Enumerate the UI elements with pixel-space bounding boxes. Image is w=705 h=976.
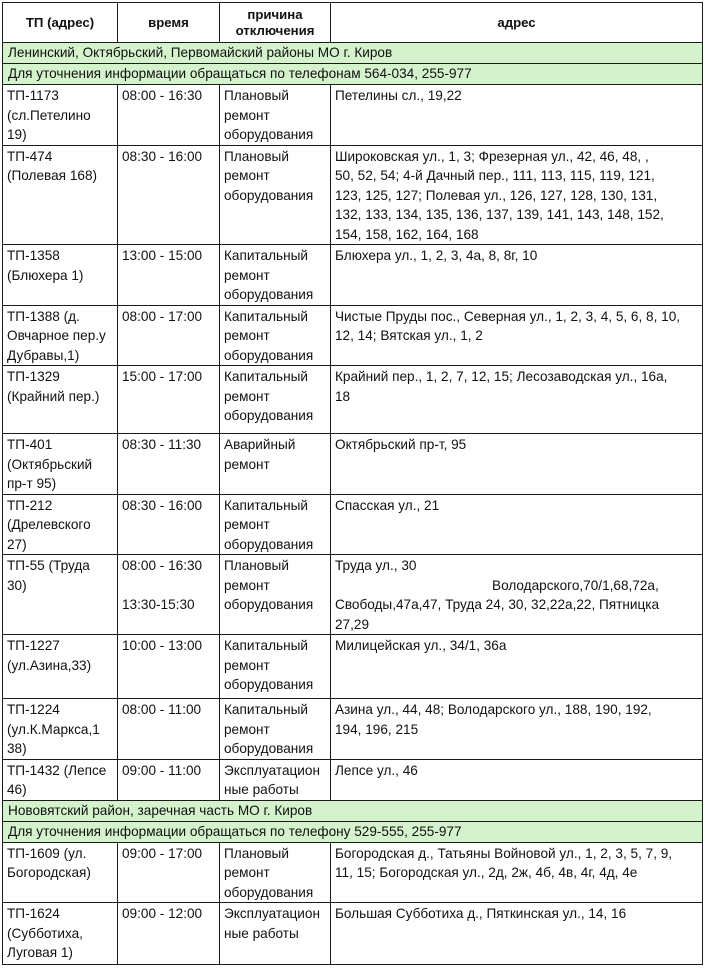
tp-cell-line: (ул.К.Маркса,1: [7, 721, 100, 737]
table-row: [3, 366, 703, 434]
tp-cell: [3, 366, 118, 434]
address-cell: [331, 903, 703, 965]
time-cell-line: 10:00 - 13:00: [122, 638, 203, 653]
reason-cell: [220, 759, 331, 800]
reason-cell-line: ные работы: [224, 782, 299, 797]
address-cell: [331, 494, 703, 555]
reason-cell-line: ремонт: [224, 267, 270, 283]
tp-cell: [3, 759, 118, 800]
tp-cell-line: ТП-1432 (Лепсе: [7, 762, 107, 778]
header-reason-line1: причина: [247, 6, 303, 22]
time-cell-line: 08:30 - 11:30: [122, 437, 202, 452]
reason-cell-line: оборудования: [224, 741, 314, 756]
time-cell-line: [122, 576, 215, 596]
tp-cell-line: Дубравы,1): [7, 347, 80, 363]
time-cell-line: 08:00 - 11:00: [122, 702, 202, 717]
section-title: Нововятский район, заречная часть МО г. Киров: [3, 800, 703, 821]
time-cell: [118, 555, 220, 635]
time-cell-line: 09:00 - 17:00: [122, 845, 203, 861]
table-row: [3, 842, 703, 903]
address-cell-line: 11, 15; Богородская ул., 2д, 2ж, 4б, 4в, 4г, 4д, 4е: [335, 865, 638, 880]
reason-cell-line: оборудования: [224, 597, 314, 612]
tp-cell-line: ТП-1609 (ул.: [7, 845, 87, 861]
address-cell: [331, 145, 703, 245]
tp-cell-line: пр-т 95): [7, 476, 57, 491]
reason-cell-line: Плановый: [224, 845, 289, 861]
tp-cell-line: (Блюхера 1): [7, 267, 84, 283]
address-cell: [331, 555, 703, 635]
tp-cell: [3, 555, 118, 635]
reason-cell: [220, 434, 331, 495]
reason-cell-line: оборудования: [224, 884, 314, 900]
time-cell-line: 08:00 - 16:30: [122, 88, 203, 103]
time-cell: [118, 145, 220, 245]
reason-cell-line: ремонт: [224, 328, 270, 343]
tp-cell-line: (сл.Петелино: [7, 107, 91, 123]
time-cell: [118, 494, 220, 555]
tp-cell-line: Богородская): [7, 865, 91, 880]
tp-cell-line: ТП-212: [7, 497, 53, 513]
reason-cell-line: Капитальный: [224, 308, 308, 324]
header-reason-line2: отключения: [235, 22, 315, 38]
tp-cell-line: ТП-1624: [7, 906, 60, 921]
reason-cell: [220, 635, 331, 699]
tp-cell-line: ТП-474: [7, 148, 53, 164]
tp-cell-line: 46): [7, 782, 27, 797]
reason-cell-line: Плановый: [224, 558, 289, 573]
header-address: адрес: [331, 3, 703, 43]
reason-cell-line: оборудования: [224, 408, 314, 423]
time-cell-line: 09:00 - 11:00: [122, 762, 202, 778]
section-phone-row: [3, 821, 703, 842]
table-row: [3, 145, 703, 245]
address-cell-line: Лепсе ул., 46: [335, 762, 418, 778]
table-row: [3, 85, 703, 146]
reason-cell-line: Эксплуатацион: [224, 762, 320, 778]
tp-cell-line: Овчарное пер.у: [7, 328, 106, 343]
address-cell: [331, 635, 703, 699]
reason-cell: [220, 699, 331, 760]
time-cell-line: 08:30 - 16:00: [122, 497, 203, 513]
tp-cell: [3, 842, 118, 903]
tp-cell-line: ТП-1388 (д.: [7, 308, 80, 324]
reason-cell-line: ремонт: [224, 657, 270, 673]
address-cell-line: Свободы,47а,47, Труда 24, 30, 32,22а,22, Пятницка: [335, 597, 660, 612]
reason-cell-line: ремонт: [224, 107, 270, 123]
section-phone: Для уточнения информации обращаться по телефону 529-555, 255-977: [3, 821, 703, 842]
reason-cell: [220, 494, 331, 555]
reason-cell-line: ремонт: [224, 577, 270, 593]
table-row: [3, 434, 703, 495]
reason-cell-line: Капитальный: [224, 497, 308, 513]
tp-cell: [3, 434, 118, 495]
address-cell-line: Володарского,70/1,68,72а,: [492, 577, 659, 593]
address-cell-line: Крайний пер., 1, 2, 7, 12, 15; Лесозаводская ул., 16а,: [335, 369, 668, 384]
time-cell-line: 09:00 - 12:00: [122, 906, 203, 921]
reason-cell-line: Капитальный: [224, 248, 308, 263]
address-cell-line: Чистые Пруды пос., Северная ул., 1, 2, 3, 4, 5, 6, 8, 10,: [335, 308, 681, 324]
reason-cell-line: оборудования: [224, 187, 314, 203]
time-cell-line: 08:00 - 17:00: [122, 308, 203, 324]
reason-cell: [220, 145, 331, 245]
address-cell-line: Широковская ул., 1, 3; Фрезерная ул., 42, 46, 48, ,: [335, 148, 649, 164]
tp-cell-line: (Октябрьский: [7, 456, 93, 472]
reason-cell: [220, 305, 331, 366]
tp-cell: [3, 245, 118, 306]
tp-cell-line: 38): [7, 741, 27, 756]
time-cell: [118, 305, 220, 366]
time-cell: [118, 699, 220, 760]
tp-cell-line: ТП-401: [7, 437, 53, 452]
table-row: [3, 245, 703, 306]
reason-cell: [220, 903, 331, 965]
tp-cell-line: (Крайний пер.): [7, 388, 100, 404]
time-cell: [118, 85, 220, 146]
tp-cell: [3, 85, 118, 146]
address-cell-line: 18: [335, 388, 351, 404]
header-time: время: [118, 3, 220, 43]
table-row: [3, 699, 703, 760]
address-cell: [331, 842, 703, 903]
address-cell-line: Блюхера ул., 1, 2, 3, 4а, 8, 8г, 10: [335, 248, 538, 263]
time-cell-line: 08:00 - 16:30: [122, 558, 203, 573]
address-cell: [331, 434, 703, 495]
reason-cell-line: Эксплуатацион: [224, 906, 320, 921]
table-row: [3, 555, 703, 635]
address-cell-line: Октябрьский пр-т, 95: [335, 437, 467, 452]
tp-cell-line: ТП-1358: [7, 248, 60, 263]
reason-cell-line: оборудования: [224, 536, 314, 552]
tp-cell-line: ТП-55 (Труда: [7, 558, 90, 573]
reason-cell: [220, 842, 331, 903]
tp-cell: [3, 635, 118, 699]
reason-cell: [220, 366, 331, 434]
tp-cell: [3, 305, 118, 366]
section-phone-row: [3, 64, 703, 85]
address-cell: [331, 699, 703, 760]
reason-cell-line: оборудования: [224, 127, 314, 142]
time-cell-line: 13:30-15:30: [122, 597, 195, 612]
tp-cell-line: ТП-1329: [7, 369, 60, 384]
address-cell: [331, 305, 703, 366]
reason-cell-line: ремонт: [224, 168, 270, 183]
reason-cell-line: оборудования: [224, 677, 314, 692]
time-cell-line: 13:00 - 15:00: [122, 248, 203, 263]
reason-cell-line: Капитальный: [224, 702, 308, 717]
tp-cell-line: (Дрелевского: [7, 517, 91, 532]
reason-cell-line: Плановый: [224, 88, 289, 103]
tp-cell-line: Луговая 1): [7, 945, 73, 960]
reason-cell-line: Аварийный: [224, 437, 296, 452]
address-cell-line: Азина ул., 44, 48; Володарского ул., 188, 190, 192,: [335, 702, 652, 717]
table-row: [3, 635, 703, 699]
address-cell: [331, 85, 703, 146]
tp-cell-line: 27): [7, 536, 27, 552]
time-cell: [118, 366, 220, 434]
table-row: [3, 903, 703, 965]
reason-cell-line: Капитальный: [224, 638, 308, 653]
address-cell-line: Петелины сл., 19,22: [335, 88, 462, 103]
header-row: [3, 3, 703, 43]
section-title: Ленинский, Октябрьский, Первомайский районы МО г. Киров: [3, 43, 703, 64]
address-cell-line: 27,29: [335, 616, 370, 632]
reason-cell-line: ремонт: [224, 456, 270, 472]
reason-cell-line: ные работы: [224, 925, 299, 941]
tp-cell: [3, 903, 118, 965]
address-cell: [331, 245, 703, 306]
address-cell-line: Спасская ул., 21: [335, 497, 440, 513]
tp-cell-line: 30): [7, 577, 27, 593]
address-cell-line: 194, 196, 215: [335, 721, 419, 737]
tp-cell: [3, 699, 118, 760]
table-row: [3, 305, 703, 366]
reason-cell: [220, 85, 331, 146]
time-cell: [118, 245, 220, 306]
reason-cell-line: ремонт: [224, 388, 270, 404]
address-cell: [331, 759, 703, 800]
address-cell-line: Труда ул., 30: [335, 558, 417, 573]
address-cell-line: 132, 133, 134, 135, 136, 137, 139, 141, 143, 148, 152,: [335, 207, 664, 222]
table-row: [3, 759, 703, 800]
header-tp: ТП (адрес): [3, 3, 118, 43]
time-cell: [118, 903, 220, 965]
tp-cell-line: ТП-1227: [7, 638, 60, 653]
tp-cell-line: 19): [7, 127, 27, 142]
tp-cell: [3, 145, 118, 245]
address-cell-line: 50, 52, 54; 4-й Дачный пер., 111, 113, 115, 119, 121,: [335, 168, 655, 183]
reason-cell-line: ремонт: [224, 517, 270, 532]
reason-cell-line: Плановый: [224, 148, 289, 164]
time-cell: [118, 759, 220, 800]
section-phone: Для уточнения информации обращаться по телефонам 564-034, 255-977: [3, 64, 703, 85]
reason-cell: [220, 555, 331, 635]
reason-cell-line: ремонт: [224, 721, 270, 737]
time-cell-line: 15:00 - 17:00: [122, 369, 203, 384]
reason-cell: [220, 245, 331, 306]
time-cell: [118, 842, 220, 903]
section-title-row: [3, 800, 703, 821]
address-cell-line: 12, 14; Вятская ул., 1, 2: [335, 328, 483, 343]
reason-cell-line: оборудования: [224, 287, 314, 302]
time-cell-line: 08:30 - 16:00: [122, 148, 203, 164]
address-cell-line: 123, 125, 127; Полевая ул., 126, 127, 128, 130, 131,: [335, 187, 658, 203]
reason-cell-line: ремонт: [224, 865, 270, 880]
address-cell: [331, 366, 703, 434]
address-cell-line: Большая Субботиха д., Пяткинская ул., 14, 16: [335, 906, 627, 921]
tp-cell: [3, 494, 118, 555]
outage-table: [2, 2, 703, 965]
address-cell-line: 154, 158, 162, 164, 168: [335, 226, 479, 242]
table-row: [3, 494, 703, 555]
reason-cell-line: Капитальный: [224, 369, 308, 384]
address-cell-line: Богородская д., Татьяны Войновой ул., 1, 2, 3, 5, 7, 9,: [335, 845, 673, 861]
header-reason: [220, 3, 331, 43]
section-title-row: [3, 43, 703, 64]
time-cell: [118, 434, 220, 495]
tp-cell-line: ТП-1173: [7, 88, 59, 103]
address-cell-line: Милицейская ул., 34/1, 36а: [335, 638, 507, 653]
time-cell: [118, 635, 220, 699]
tp-cell-line: (Субботиха,: [7, 925, 83, 941]
tp-cell-line: (Полевая 168): [7, 168, 98, 183]
reason-cell-line: оборудования: [224, 347, 314, 363]
tp-cell-line: ТП-1224: [7, 702, 60, 717]
tp-cell-line: (ул.Азина,33): [7, 657, 92, 673]
